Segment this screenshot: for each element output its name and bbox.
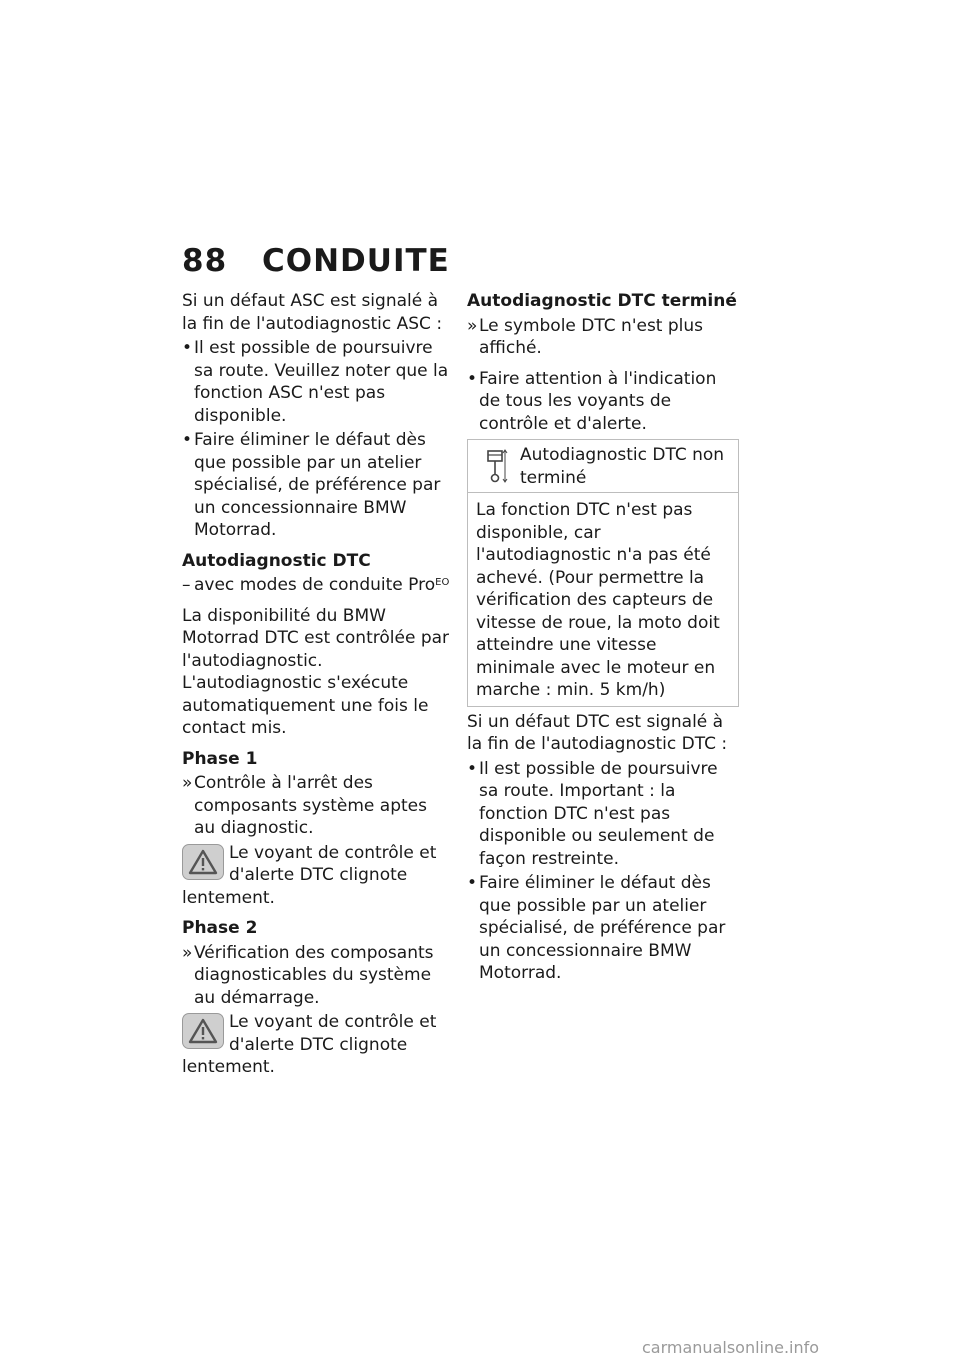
list-item-text: Il est possible de poursuivre sa route. Veuillez noter que la fonction ASC n'est pas disponible.	[194, 338, 449, 426]
right-column	[467, 290, 739, 987]
list-item-text: Faire éliminer le défaut dès que possible par un atelier spécialisé, de préférence par un concessionnaire BMW Motorrad.	[194, 430, 441, 540]
phase2-heading: Phase 2	[182, 918, 258, 938]
option-item	[182, 574, 452, 597]
watermark: carmanualsonline.info	[642, 1338, 820, 1357]
asc-fault-intro: Si un défaut ASC est signalé à la fin de l'autodiagnostic ASC :	[182, 291, 443, 334]
list-item	[467, 368, 739, 436]
option-text	[194, 574, 452, 597]
left-column	[182, 290, 452, 1087]
warning-text: Le voyant de contrôle et d'alerte DTC clignote lentement.	[182, 1012, 437, 1077]
step-item	[182, 942, 452, 1010]
dtc-fault-intro: Si un défaut DTC est signalé à la fin de l'autodiagnostic DTC :	[467, 711, 728, 754]
step-item	[467, 315, 739, 360]
option-label: avec modes de conduite Pro	[194, 575, 436, 595]
step-marker: »	[182, 773, 193, 793]
page-number: 88	[182, 243, 228, 279]
warning-note	[182, 1011, 452, 1079]
list-item	[467, 758, 739, 871]
option-code: EO	[435, 577, 450, 588]
step-text: Vérification des composants diagnosticables du système au démarrage.	[194, 942, 434, 1008]
list-item-text: Faire éliminer le défaut dès que possible par un atelier spécialisé, de préférence par un concessionnaire BMW Motorrad.	[479, 873, 726, 983]
section-heading-dtc: Autodiagnostic DTC	[182, 550, 371, 571]
triangle-warning-icon	[182, 1013, 224, 1049]
engine-piston-icon	[484, 448, 508, 484]
step-text: Contrôle à l'arrêt des composants système aptes au diagnostic.	[194, 773, 427, 838]
phase1-heading: Phase 1	[182, 748, 258, 769]
bullet-icon: •	[467, 758, 478, 779]
list-item-text: Il est possible de poursuivre sa route. Important : la fonction DTC n'est pas disponible ou seulement de façon restreinte.	[479, 758, 718, 869]
bullet-icon: •	[467, 368, 478, 389]
step-marker: »	[182, 942, 193, 963]
step-text: Le symbole DTC n'est plus affiché.	[479, 315, 704, 358]
bullet-icon: •	[467, 873, 478, 893]
warning-note	[182, 842, 452, 910]
step-item	[182, 772, 452, 840]
triangle-warning-icon	[182, 844, 224, 880]
dash-marker: –	[182, 575, 191, 595]
info-box-body: La fonction DTC n'est pas disponible, car l'autodiagnostic n'a pas été achevé. (Pour permettre la vérification des capteurs de vitesse de roue, la moto doit atteindre une vitesse minimale avec le moteur en marche : min. 5 km/h)	[476, 500, 720, 700]
warning-text: Le voyant de contrôle et d'alerte DTC clignote lentement.	[182, 842, 437, 908]
list-item	[182, 337, 452, 427]
chapter-title: CONDUITE	[262, 243, 450, 279]
section-heading-dtc-done: Autodiagnostic DTC terminé	[467, 291, 737, 311]
info-box-title: Autodiagnostic DTC non terminé	[520, 445, 725, 488]
info-box-header	[468, 440, 738, 493]
list-item-text: Faire attention à l'indication de tous les voyants de contrôle et d'alerte.	[479, 368, 717, 434]
step-marker: »	[467, 315, 478, 336]
list-item	[182, 429, 452, 542]
dtc-paragraph: La disponibilité du BMW Motorrad DTC est contrôlée par l'autodiagnostic. L'autodiagnostic s'exécute automatiquement une fois le contact mis.	[182, 605, 450, 738]
bullet-icon: •	[182, 338, 193, 358]
info-box	[467, 439, 739, 707]
bullet-icon: •	[182, 430, 193, 450]
list-item	[467, 872, 739, 985]
